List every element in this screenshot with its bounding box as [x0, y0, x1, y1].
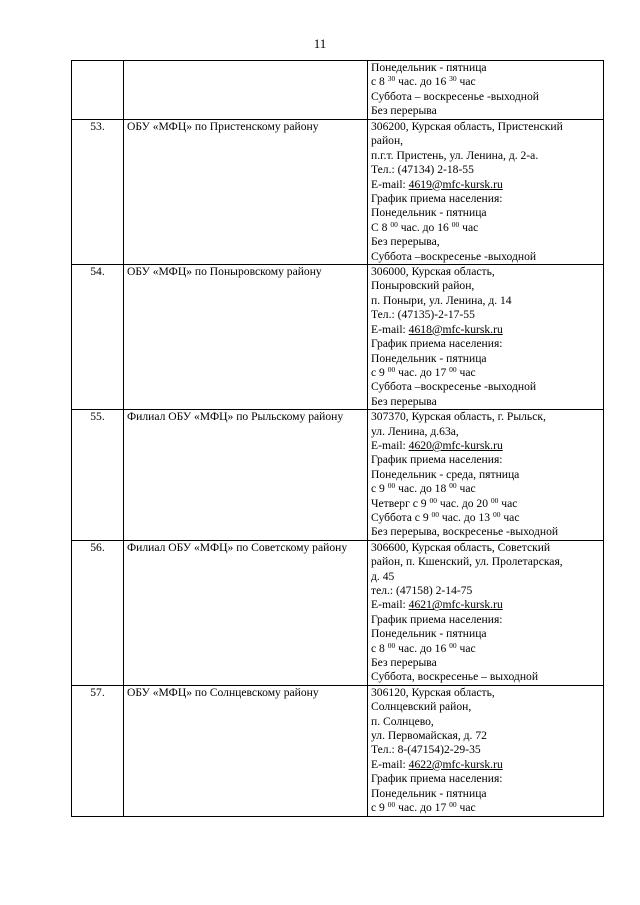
info-text: Суббота –воскресенье -выходной — [371, 249, 537, 263]
info-text: Солнцевский район, — [371, 700, 472, 714]
info-line — [371, 570, 600, 584]
table-row — [72, 685, 604, 816]
info-line — [371, 555, 600, 569]
info-line — [371, 700, 600, 714]
time-minutes-superscript: 30 — [449, 74, 457, 84]
info-text: п. Поныри, ул. Ленина, д. 14 — [371, 293, 512, 307]
info-text: Суббота, воскресенье – выходной — [371, 670, 539, 684]
row-number-cell — [72, 61, 124, 120]
info-line — [371, 758, 600, 772]
info-line — [371, 541, 600, 555]
info-line — [371, 598, 600, 612]
info-line — [371, 352, 600, 366]
info-text: Понедельник - среда, пятница — [371, 467, 520, 481]
info-text: Понедельник - пятница — [371, 351, 487, 365]
table-row — [72, 410, 604, 541]
info-text: час — [500, 510, 520, 524]
contact-info — [368, 685, 604, 816]
time-minutes-superscript: 30 — [387, 74, 396, 84]
email-link[interactable]: 4621@mfc-kursk.ru — [408, 598, 503, 612]
contact-info — [368, 540, 604, 685]
info-text: час — [456, 641, 476, 655]
info-text: час. до 20 — [437, 496, 491, 510]
info-line — [371, 134, 600, 148]
info-text: С 8 — [371, 220, 391, 234]
info-text: E-mail: — [371, 177, 409, 191]
info-line — [371, 425, 600, 439]
email-link[interactable]: 4622@mfc-kursk.ru — [408, 757, 503, 771]
time-minutes-superscript: 00 — [390, 219, 398, 229]
info-line — [371, 104, 600, 118]
info-line — [371, 801, 600, 815]
office-name-cell — [124, 61, 368, 120]
info-line — [371, 308, 600, 322]
info-text: График приема населения: — [371, 192, 503, 206]
info-line — [371, 206, 600, 220]
table-row — [72, 540, 604, 685]
time-minutes-superscript: 00 — [387, 481, 396, 491]
info-text: 307370, Курская область, г. Рыльск, — [371, 410, 546, 424]
time-minutes-superscript: 00 — [387, 364, 396, 374]
info-line — [371, 787, 600, 801]
info-text: с 9 — [371, 801, 388, 815]
row-number: 54. — [72, 265, 124, 410]
table-row — [72, 265, 604, 410]
info-text: 306200, Курская область, Пристенский — [371, 120, 563, 133]
info-text: час. до 17 — [395, 365, 450, 379]
info-line — [371, 656, 600, 670]
info-line — [371, 366, 600, 380]
info-line — [371, 642, 600, 656]
contact-info — [368, 410, 604, 541]
contact-info — [368, 265, 604, 410]
info-text: район, — [371, 134, 404, 148]
info-line — [371, 149, 600, 163]
info-text: Без перерыва, воскресенье -выходной — [371, 525, 559, 539]
info-text: час. до 18 — [395, 482, 450, 496]
info-text: п.г.т. Пристень, ул. Ленина, д. 2-а. — [371, 148, 539, 162]
info-text: тел.: (47158) 2-14-75 — [371, 584, 473, 597]
info-line — [371, 395, 600, 409]
info-text: час — [456, 365, 476, 379]
info-line — [371, 497, 600, 511]
info-line — [371, 453, 600, 467]
time-minutes-superscript: 00 — [451, 219, 460, 229]
info-line — [371, 410, 600, 424]
info-text: Без перерыва — [371, 394, 437, 408]
info-line — [371, 439, 600, 453]
info-text: с 8 — [371, 641, 388, 655]
info-line — [371, 323, 600, 337]
mfc-registry-table — [71, 60, 604, 817]
info-line — [371, 525, 600, 539]
info-line — [371, 250, 600, 264]
info-line — [371, 772, 600, 786]
office-name: Филиал ОБУ «МФЦ» по Советскому району — [124, 540, 368, 685]
info-line — [371, 627, 600, 641]
info-text: час — [456, 801, 476, 815]
info-text: час. до 17 — [395, 801, 450, 815]
email-link[interactable]: 4620@mfc-kursk.ru — [408, 438, 503, 452]
info-text: с 9 — [371, 482, 388, 496]
info-text: п. Солнцево, — [371, 714, 434, 728]
info-text: Суббота с 9 — [371, 510, 432, 524]
info-line — [371, 584, 600, 598]
office-name: ОБУ «МФЦ» по Поныровскому району — [124, 265, 368, 410]
info-text: E-mail: — [371, 438, 409, 452]
info-line — [371, 468, 600, 482]
info-line — [371, 61, 600, 75]
info-line — [371, 337, 600, 351]
info-text: Суббота – воскресенье -выходной — [371, 89, 539, 103]
info-text: Тел.: (47135)-2-17-55 — [371, 308, 475, 322]
info-line — [371, 743, 600, 757]
info-text: Понедельник - пятница — [371, 61, 487, 74]
info-line — [371, 686, 600, 700]
info-text: Поныровский район, — [371, 279, 475, 293]
table-row-continuation — [72, 61, 604, 120]
info-text: График приема населения: — [371, 337, 503, 351]
info-text: район, п. Кшенский, ул. Пролетарская, — [371, 555, 563, 569]
office-name: ОБУ «МФЦ» по Пристенскому району — [124, 120, 368, 265]
info-line — [371, 670, 600, 684]
row-number: 55. — [72, 410, 124, 541]
info-text: Без перерыва — [371, 656, 437, 670]
table-row — [72, 120, 604, 265]
info-text: д. 45 — [371, 569, 395, 583]
office-name: ОБУ «МФЦ» по Солнцевскому району — [124, 685, 368, 816]
info-text: час. до 16 — [395, 75, 450, 89]
info-text: Четверг с 9 — [371, 496, 430, 510]
office-name: Филиал ОБУ «МФЦ» по Рыльскому району — [124, 410, 368, 541]
info-text: с 9 — [371, 365, 388, 379]
info-text: E-mail: — [371, 322, 409, 336]
info-text: Суббота –воскресенье -выходной — [371, 380, 537, 394]
time-minutes-superscript: 00 — [492, 509, 501, 519]
email-link[interactable]: 4618@mfc-kursk.ru — [408, 322, 503, 336]
info-text: час — [498, 496, 518, 510]
registry-body — [72, 61, 604, 817]
info-line — [371, 613, 600, 627]
time-minutes-superscript: 00 — [449, 481, 457, 491]
info-line — [371, 715, 600, 729]
info-text: Тел.: 8-(47154)2-29-35 — [371, 743, 481, 757]
info-line — [371, 221, 600, 235]
time-minutes-superscript: 00 — [490, 495, 499, 505]
info-text: час. до 13 — [439, 510, 493, 524]
page-number: 11 — [313, 36, 327, 51]
info-line — [371, 178, 600, 192]
info-line — [371, 279, 600, 293]
info-text: час — [456, 482, 476, 496]
info-text: E-mail: — [371, 757, 409, 771]
time-minutes-superscript: 00 — [449, 364, 457, 374]
info-text: E-mail: — [371, 598, 409, 612]
info-line — [371, 90, 600, 104]
time-minutes-superscript: 00 — [387, 640, 396, 650]
email-link[interactable]: 4619@mfc-kursk.ru — [408, 177, 503, 191]
info-text: час — [456, 75, 476, 89]
info-text: час. до 16 — [395, 641, 450, 655]
info-line — [371, 120, 600, 134]
info-text: Без перерыва, — [371, 235, 440, 249]
info-text: 306600, Курская область, Советский — [371, 540, 551, 554]
info-text: час. до 16 — [397, 220, 452, 234]
info-text: ул. Ленина, д.63а, — [371, 424, 459, 438]
info-text: ул. Первомайская, д. 72 — [371, 729, 487, 743]
info-text: с 8 — [371, 75, 388, 89]
info-line — [371, 75, 600, 89]
info-line — [371, 511, 600, 525]
time-minutes-superscript: 00 — [431, 509, 440, 519]
time-minutes-superscript: 00 — [449, 640, 457, 650]
row-number: 57. — [72, 685, 124, 816]
row-number: 56. — [72, 540, 124, 685]
info-text: Понедельник - пятница — [371, 786, 487, 800]
info-text: Понедельник - пятница — [371, 627, 487, 641]
time-minutes-superscript: 00 — [449, 800, 457, 810]
info-text: Тел.: (47134) 2-18-55 — [371, 163, 474, 177]
time-minutes-superscript: 00 — [429, 495, 437, 505]
info-line — [371, 163, 600, 177]
time-minutes-superscript: 00 — [387, 800, 396, 810]
row-number: 53. — [72, 120, 124, 265]
info-line — [371, 482, 600, 496]
info-line — [371, 380, 600, 394]
info-text: час — [459, 220, 479, 234]
info-text: Понедельник - пятница — [371, 206, 487, 220]
info-text: График приема населения: — [371, 772, 503, 786]
info-line — [371, 235, 600, 249]
info-line — [371, 294, 600, 308]
info-text: Без перерыва — [371, 104, 437, 118]
info-text: График приема населения: — [371, 612, 503, 626]
info-line — [371, 729, 600, 743]
contact-info-cell — [368, 61, 604, 120]
contact-info — [368, 120, 604, 265]
info-text: График приема населения: — [371, 453, 503, 467]
info-line — [371, 265, 600, 279]
info-text: 306000, Курская область, — [371, 265, 495, 279]
info-text: 306120, Курская область, — [371, 685, 495, 699]
info-line — [371, 192, 600, 206]
